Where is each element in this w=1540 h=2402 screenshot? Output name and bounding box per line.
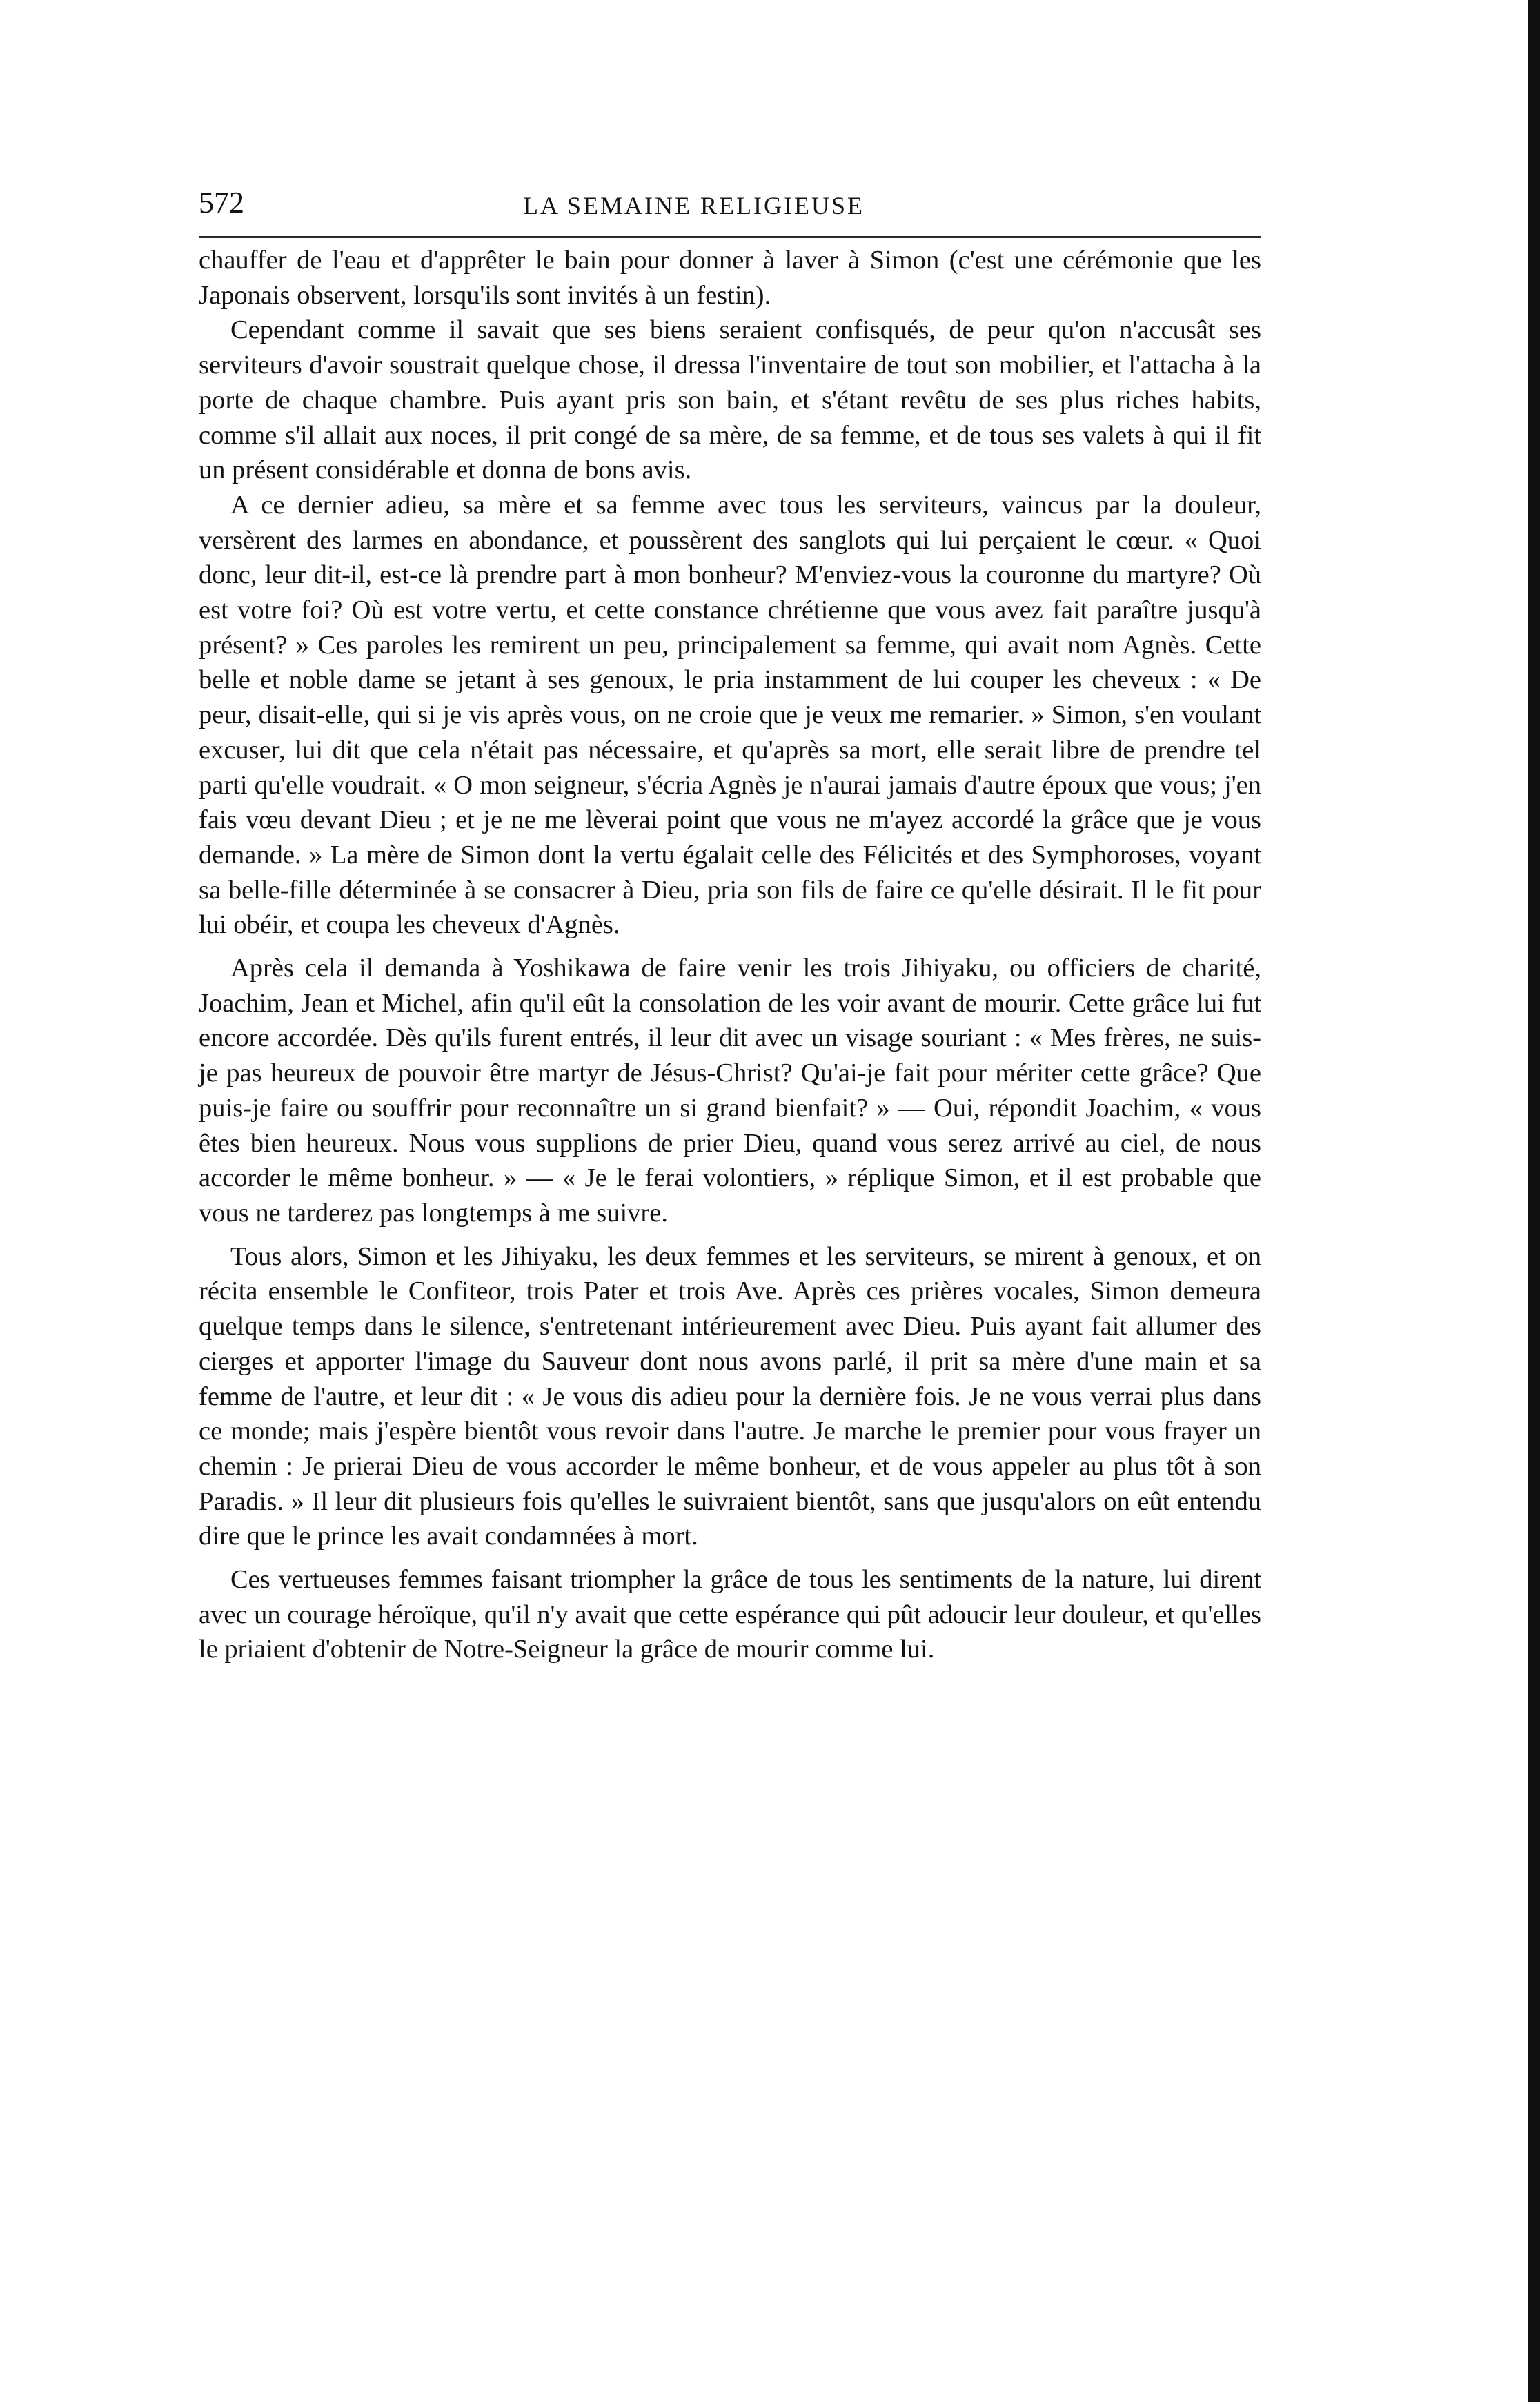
book-page <box>199 181 1261 1664</box>
header-rule <box>199 236 1261 238</box>
running-title: LA SEMAINE RELIGIEUSE <box>523 192 865 219</box>
scan-edge <box>1528 0 1540 2402</box>
page-header <box>199 181 1261 229</box>
paragraph-1: chauffer de l'eau et d'apprêter le bain pour donner à laver à Simon (c'est une cérémonie que les Japonais observent, lorsqu'ils sont invités à un festin). <box>199 246 1261 310</box>
body-text <box>199 243 1261 1667</box>
paragraph-6: Ces vertueuses femmes faisant triompher la grâce de tous les sentiments de la nature, lui dirent avec un courage héroïque, qu'il n'y avait que cette espérance qui pût adoucir leur douleur, et qu'elles le priaient d'obtenir de Notre-Seigneur la grâce de mourir comme lui. <box>199 1565 1261 1664</box>
paragraph-4: Après cela il demanda à Yoshikawa de faire venir les trois Jihiyaku, ou officiers de charité, Joachim, Jean et Michel, afin qu'il eût la consolation de les voir avant de mourir. Cette grâce lui fut encore accordée. Dès qu'ils furent entrés, il leur dit avec un visage souriant : « Mes frères, ne suis-je pas heureux de pouvoir être martyr de Jésus-Christ? Qu'ai-je fait pour mériter cette grâce? Que puis-je faire ou souffrir pour reconnaître un si grand bienfait? » — Oui, répondit Joachim, « vous êtes bien heureux. Nous vous supplions de prier Dieu, quand vous serez arrivé au ciel, de nous accorder le même bonheur. » — « Je le ferai volontiers, » réplique Simon, et il est probable que vous ne tarderez pas longtemps à me suivre. <box>199 954 1261 1228</box>
page-number: 572 <box>199 186 244 219</box>
paragraph-5: Tous alors, Simon et les Jihiyaku, les deux femmes et les serviteurs, se mirent à genoux, et on récita ensemble le Confiteor, trois Pater et trois Ave. Après ces prières vocales, Simon demeura quelque temps dans le silence, s'entretenant intérieurement avec Dieu. Puis ayant fait allumer des cierges et apporter l'image du Sauveur dont nous avons parlé, il prit sa mère d'une main et sa femme de l'autre, et leur dit : « Je vous dis adieu pour la dernière fois. Je ne vous verrai plus dans ce monde; mais j'espère bientôt vous revoir dans l'autre. Je marche le premier pour vous frayer un chemin : Je prierai Dieu de vous accorder le même bonheur, et de vous appeler au plus tôt à son Paradis. » Il leur dit plusieurs fois qu'elles le suivraient bientôt, sans que jusqu'alors on eût entendu dire que le prince les avait condamnées à mort. <box>199 1241 1261 1551</box>
paragraph-2: Cependant comme il savait que ses biens seraient confisqués, de peur qu'on n'accusât ses serviteurs d'avoir soustrait quelque chose, il dressa l'inventaire de tout son mobilier, et l'attacha à la porte de chaque chambre. Puis ayant pris son bain, et s'étant revêtu de ses plus riches habits, comme s'il allait aux noces, il prit congé de sa mère, de sa femme, et de tous ses valets à qui il fit un présent considérable et donna de bons avis. <box>199 315 1261 485</box>
paragraph-3: A ce dernier adieu, sa mère et sa femme avec tous les serviteurs, vaincus par la douleur, versèrent des larmes en abondance, et poussèrent des sanglots qui lui perçaient le cœur. « Quoi donc, leur dit-il, est-ce là prendre part à mon bonheur? M'enviez-vous la couronne du martyre? Où est votre foi? Où est votre vertu, et cette constance chrétienne que vous avez fait paraître jusqu'à présent? » Ces paroles les remirent un peu, principalement sa femme, qui avait nom Agnès. Cette belle et noble dame se jetant à ses genoux, le pria instamment de lui couper les cheveux : « De peur, disait-elle, qui si je vis après vous, on ne croie que je veux me remarier. » Simon, s'en voulant excuser, lui dit que cela n'était pas nécessaire, et qu'après sa mort, elle serait libre de prendre tel parti qu'elle voudrait. « O mon seigneur, s'écria Agnès je n'aurai jamais d'autre époux que vous; j'en fais vœu devant Dieu ; et je ne me lèverai point que vous ne m'ayez accordé la grâce que je vous demande. » La mère de Simon dont la vertu égalait celle des Félicités et des Symphoroses, voyant sa belle-fille déterminée à se consacrer à Dieu, pria son fils de faire ce qu'elle désirait. Il le fit pour lui obéir, et coupa les cheveux d'Agnès. <box>199 490 1261 940</box>
